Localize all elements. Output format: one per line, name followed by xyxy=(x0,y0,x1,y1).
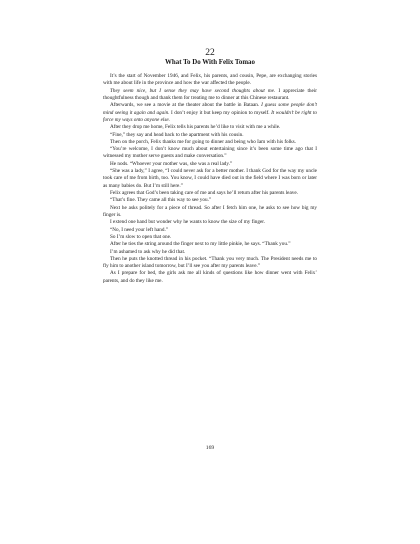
paragraph: “No, I need your left hand.” xyxy=(110,226,169,233)
paragraph: “You’re welcome, I don’t know much about entertaining since it’s been some time ago that I witnessed my mother serve guests and make conversation.” xyxy=(103,146,317,160)
page-number: 169 xyxy=(205,445,215,451)
paragraph: Then he puts the knotted thread in his pocket. “Thank you very much. The President needs me to fly him to another island tomorrow, but I’ll see you after my parents leave.” xyxy=(103,255,317,270)
paragraph: After they drop me home, Felix tells his parents he’d like to visit with me a while. xyxy=(110,124,281,131)
chapter-body xyxy=(103,73,317,285)
paragraph: Then on the porch, Felix thanks me for going to dinner and being who Iam with his folks. xyxy=(110,138,296,145)
paragraph: “That’s fine. They came all this way to see you.” xyxy=(110,197,212,204)
paragraph: He nods. “Whoever your mother was, she was a real lady.” xyxy=(110,160,233,167)
chapter-number: 22 xyxy=(205,47,215,58)
paragraph: After he ties the string around the finger next to my little pinkie, he says. “Thank you.” xyxy=(110,241,291,248)
paragraph: Felix agrees that God’s been taking care of me and says he’ll return after his parents leave. xyxy=(110,190,298,196)
paragraph: “She was a lady,” I agree, “I could never ask for a better mother. I thank God for the way my uncle took care of me from birth, too. You know, I could have died out in the field where I was born or later as many babies do. But I’m still here.” xyxy=(103,168,317,189)
paragraph: It’s the start of November 1946, and Felix, his parents, and cousin, Pepe, are exchanging stories with me about life in the province and how the war affected the people. xyxy=(103,73,317,87)
paragraph: Afterwards, we see a movie at the theater about the battle in Bataan. I guess some people don’t mind seeing it again and again. I don’t enjoy it but keep my opinion to myself. It wouldn’t be right to force my ways onto anyone else. xyxy=(103,102,317,123)
paragraph: I extend one hand but wonder why he wants to know the size of my finger. xyxy=(110,219,266,226)
paragraph: So I’m slow to open that one. xyxy=(110,233,172,240)
paragraph: As I prepare for bed, the girls ask me all kinds of questions like how dinner went with Felix’ parents, and do they like me. xyxy=(103,270,317,284)
paragraph: “Fine,” they say and head back to the apartment with his cousin. xyxy=(110,131,244,138)
chapter-title: What To Do With Felix Tomao xyxy=(165,59,255,66)
paragraph: I’m ashamed to ask why he did that. xyxy=(110,248,186,255)
paragraph: Next he asks politely for a piece of thread. So after I fetch him one, he asks to see how big my finger is. xyxy=(103,204,317,218)
paragraph: They seem nice, but I sense they may have second thoughts about me. I appreciate their thoughtfulness though and thank them for treating me to dinner at this Chinese restaurant. xyxy=(103,87,317,101)
